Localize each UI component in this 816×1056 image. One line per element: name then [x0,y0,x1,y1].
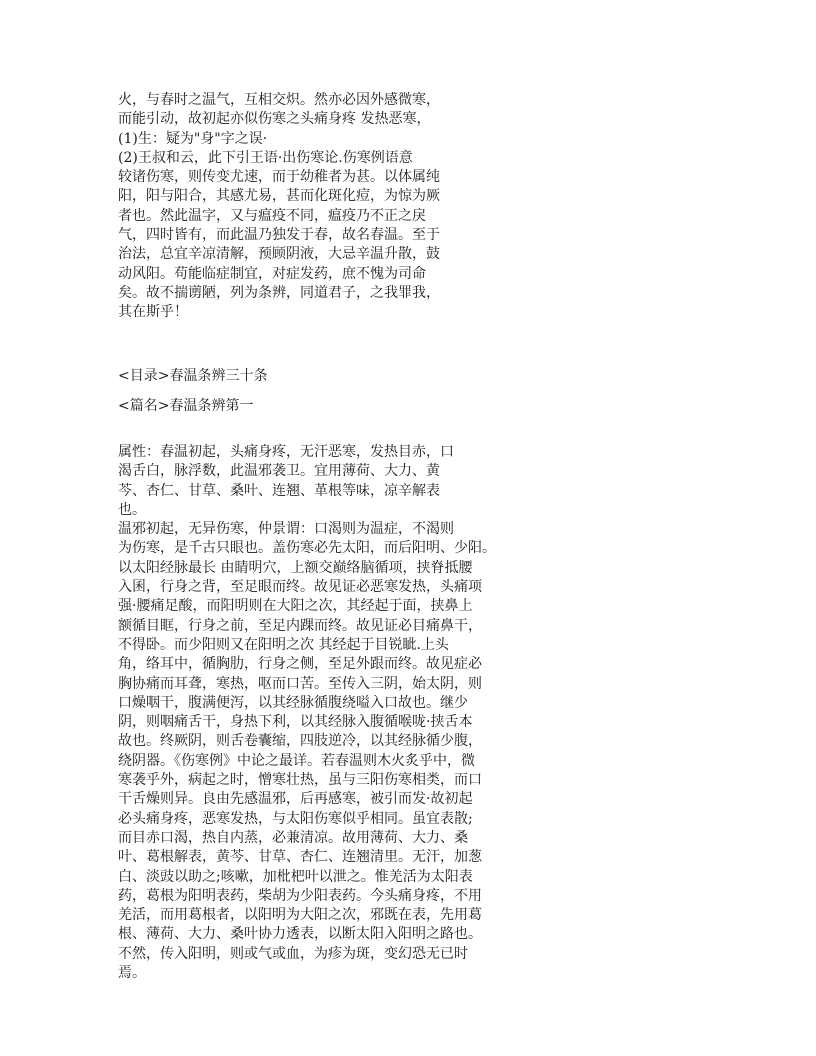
text-line: 芩、杏仁、甘草、桑叶、连翘、革根等味，凉辛解表 [118,482,440,499]
text-line: 药，葛根为阳明表药，柴胡为少阳表药。今头痛身疼，不用 [118,887,482,904]
text-line: 强·腰痛足酸，而阳明则在大阳之次，其经起于面，挟鼻上 [118,598,473,615]
text-line: 不得卧。而少阳则又在阳明之次 其经起于目锐眦.上头 [118,636,449,653]
text-line: 胸协痛而耳聋，寒热，呕而口苦。至传入三阴，始太阴，则 [118,675,482,692]
text-line: (1)生：疑为"身"字之误· [118,130,268,147]
text-line: 矣。故不揣谫陋，列为条辨，同道君子，之我罪我， [118,284,440,301]
text-line: 者也。然此温字，又与瘟疫不同，瘟疫乃不正之戾 [118,207,426,224]
text-line: 动风阳。苟能临症制宜，对症发药，庶不愧为司命 [118,265,426,282]
intro-paragraph [118,91,440,323]
text-line: 治法，总宜辛凉清解，预顾阴液，大忌辛温升散，鼓 [118,246,440,263]
text-line: 气，四时皆有，而此温乃独发于春，故名春温。至于 [118,227,440,244]
text-line: 羌活，而用葛根者，以阳明为大阳之次，邪既在表，先用葛 [118,907,482,924]
text-line: 温邪初起，无异伤寒，仲景谓：口渴则为温症，不渴则 [118,521,454,538]
text-line: 不然，传入阳明，则或气或血，为疹为斑，变幻恐无已时 [118,945,468,962]
text-line: 寒袭乎外，病起之时，憎寒壮热，虽与三阳伤寒相类，而口 [118,772,482,789]
text-line: 故也。终厥阴，则舌卷囊缩，四肢逆冷，以其经脉循少腹， [118,733,482,750]
text-line: 属性：春温初起，头痛身疼，无汗恶寒，发热目赤，口 [118,444,454,460]
text-line: 干舌燥则异。良由先感温邪，后再感寒，被引而发·故初起 [118,791,473,808]
text-line: 角，络耳中，循胸肋，行身之侧，至足外跟而终。故见症必 [118,656,482,673]
text-line: 而目赤口渴，热自内蒸，必兼清凉。故用薄荷、大力、桑 [118,829,468,846]
text-line: 焉。 [118,965,146,982]
toc-heading: <目录>春温条辨三十条 [118,368,268,384]
text-line: 额循目眶，行身之前，至足内踝而终。故见证必目痛鼻干， [118,617,482,634]
text-line: 口燥咽干，腹满便泻，以其经脉循腹绕嗌入口故也。继少 [118,694,468,711]
text-line: 为伤寒，是千古只眼也。盖伤寒必先太阳，而后阳明、少阳。 [118,540,496,557]
text-line: 而能引动，故初起亦似伤寒之头痛身疼 发热恶寒， [118,111,431,128]
body-paragraph [118,443,496,983]
text-line: 以太阳经脉最长 由睛明穴，上额交巅络脑循项，挟脊抵腰 [118,559,473,576]
text-line: 绕阴器。《伤寒例》中论之最详。若春温则木火炙乎中，微 [118,752,475,769]
text-line: 渴舌白，脉浮数，此温邪袭卫。宜用薄荷、大力、黄 [118,463,440,480]
text-line: 入囷，行身之背，至足眼而终。故见证必恶寒发热，头痛项 [118,579,482,596]
text-line: 较诸伤寒，则传变尤速，而于幼稚者为甚。以体属纯 [118,169,440,186]
text-line: 火，与春时之温气，互相交炽。然亦必因外感微寒， [118,92,440,108]
chapter-heading-block [118,397,253,416]
text-line: 其在斯乎！ [118,304,188,321]
text-line: 根、薄荷、大力、桑叶协力透表，以断太阳入阳明之路也。 [118,926,482,943]
text-line: 也。 [118,501,146,518]
text-line: 阳，阳与阳合，其感尤易，甚而化斑化痘，为惊为厥 [118,188,440,205]
text-line: 白、淡豉以助之;咳嗽，加枇杷叶以泄之。惟羌活为太阳表 [118,868,473,885]
text-line: 叶、葛根解表，黄芩、甘草、杏仁、连翘清里。无汗，加葱 [118,849,482,866]
text-line: 阴，则咽痛舌干，身热下利，以其经脉入腹循喉咙·挟舌本 [118,714,473,731]
chapter-heading: <篇名>春温条辨第一 [118,398,254,414]
toc-heading-block [118,367,267,386]
text-line: (2)王叔和云，此下引王语·出伤寒论.伤寒例语意 [118,149,413,166]
text-line: 必头痛身疼，恶寒发热，与太阳伤寒似乎相同。虽宜表散; [118,810,473,827]
